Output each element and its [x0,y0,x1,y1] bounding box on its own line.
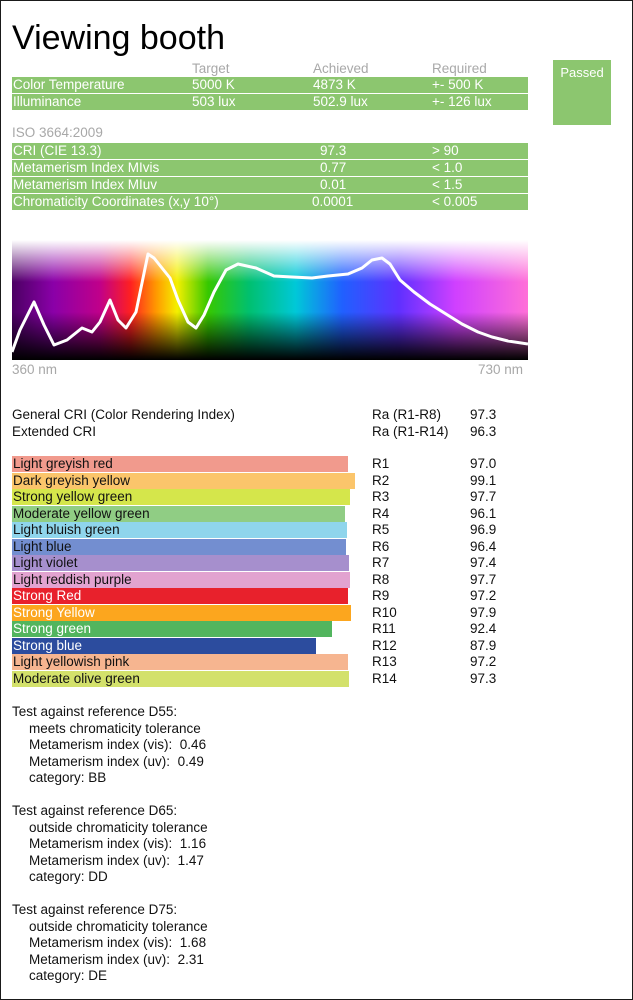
test-block-d75 [12,902,208,985]
row-label: Chromaticity Coordinates (x,y 10°) [13,194,219,209]
row-target: 5000 K [192,77,235,92]
test-tolerance: outside chromaticity tolerance [29,918,208,934]
cri-sample-bar [12,473,355,489]
cri-sample-name: Light greyish red [13,456,113,471]
test-vis-value: 1.68 [179,935,207,950]
cri-sample-value: 97.7 [470,489,497,504]
cri-sample-code: R8 [372,572,390,587]
general-cri-label: General CRI (Color Rendering Index) [12,407,235,422]
extended-cri-code: Ra (R1-R14) [372,424,449,439]
cri-sample-value: 96.4 [470,539,497,554]
row-required: > 90 [432,143,459,158]
cri-sample-value: 97.3 [470,671,497,686]
spectrum-max-label: 730 nm [478,362,524,377]
cri-sample-value: 99.1 [470,473,497,488]
row-required: +- 126 lux [432,94,492,109]
column-header-target: Target [192,61,230,76]
general-cri-code: Ra (R1-R8) [372,407,442,422]
test-tolerance: meets chromaticity tolerance [29,720,201,736]
test-title: Test against reference D65: [12,803,178,818]
cri-sample-name: Strong Red [13,588,82,603]
general-cri-value: 97.3 [470,407,497,422]
cri-sample-name: Light bluish green [13,522,120,537]
cri-sample-name: Moderate olive green [13,671,140,686]
test-uv-label: Metamerism index (uv): [29,852,171,868]
cri-sample-name: Light yellowish pink [13,654,130,669]
cri-sample-code: R6 [372,539,390,554]
cri-sample-bar [12,522,347,538]
test-title: Test against reference D55: [12,704,178,719]
cri-sample-code: R5 [372,522,390,537]
cri-sample-name: Strong Yellow [13,605,95,620]
cri-sample-code: R13 [372,654,397,669]
cri-sample-value: 96.1 [470,506,497,521]
cri-sample-bar [12,572,350,588]
test-block-d65 [12,803,208,886]
cri-sample-value: 97.0 [470,456,497,471]
row-label: Illuminance [13,94,82,109]
result-row-illuminance [12,94,528,110]
iso-row-miuv [12,177,528,193]
cri-sample-code: R11 [372,621,396,636]
row-target: 503 lux [192,94,236,109]
cri-sample-code: R9 [372,588,390,603]
test-vis-label: Metamerism index (vis): [29,836,173,851]
cri-sample-value: 97.9 [470,605,497,620]
cri-sample-bar [12,588,348,604]
column-header-achieved: Achieved [313,61,369,76]
test-category: category: BB [29,770,107,785]
column-header-required: Required [432,61,487,76]
row-achieved: 0.77 [320,160,347,175]
row-label: CRI (CIE 13.3) [13,143,102,158]
cri-sample-bar [12,456,348,472]
cri-sample-code: R14 [372,671,397,686]
iso-row-mivis [12,160,528,176]
row-label: Metamerism Index MIvis [13,160,160,175]
test-tolerance: outside chromaticity tolerance [29,819,208,835]
status-badge: Passed [553,60,611,125]
row-achieved: 502.9 lux [313,94,368,109]
test-title: Test against reference D75: [12,902,178,917]
test-vis-value: 0.46 [179,737,207,752]
cri-sample-name: Strong yellow green [13,489,133,504]
test-uv-label: Metamerism index (uv): [29,951,171,967]
cri-sample-bar [12,555,349,571]
iso-heading: ISO 3664:2009 [12,125,103,140]
extended-cri-value: 96.3 [470,424,497,439]
cri-sample-bar [12,539,346,555]
cri-sample-bar [12,621,332,637]
cri-sample-code: R7 [372,555,390,570]
iso-row-cri [12,143,528,159]
iso-row-chromaticity [12,194,528,210]
row-label: Metamerism Index MIuv [13,177,158,192]
cri-sample-name: Light blue [13,539,72,554]
test-vis-label: Metamerism index (vis): [29,737,173,752]
test-uv-label: Metamerism index (uv): [29,753,171,769]
cri-sample-name: Strong blue [13,638,83,653]
row-required: < 0.005 [432,194,478,209]
cri-sample-code: R10 [372,605,397,620]
cri-sample-value: 97.2 [470,588,497,603]
cri-sample-value: 92.4 [470,621,497,636]
cri-sample-code: R1 [372,456,390,471]
cri-sample-bar [12,654,348,670]
cri-sample-code: R3 [372,489,390,504]
cri-sample-code: R2 [372,473,390,488]
row-required: +- 500 K [432,77,484,92]
cri-sample-bar [12,671,349,687]
row-achieved: 0.01 [320,177,347,192]
cri-sample-bar [12,506,345,522]
test-category: category: DE [29,968,108,983]
cri-sample-bar [12,489,350,505]
cri-sample-name: Dark greyish yellow [13,473,131,488]
cri-sample-value: 96.9 [470,522,497,537]
test-vis-value: 1.16 [179,836,207,851]
row-required: < 1.0 [432,160,463,175]
cri-sample-name: Moderate yellow green [13,506,150,521]
test-vis-label: Metamerism index (vis): [29,935,173,950]
cri-sample-code: R4 [372,506,390,521]
row-achieved: 0.0001 [312,194,354,209]
cri-sample-value: 97.2 [470,654,497,669]
cri-sample-name: Light reddish purple [13,572,132,587]
spectrum-min-label: 360 nm [12,362,58,377]
cri-sample-value: 97.7 [470,572,497,587]
spectrum-shading [12,240,528,360]
page-title: Viewing booth [12,19,225,57]
cri-sample-value: 97.4 [470,555,497,570]
spectrum-chart [12,240,528,360]
cri-sample-name: Light violet [13,555,78,570]
extended-cri-label: Extended CRI [12,424,97,439]
cri-sample-bar [12,638,316,654]
row-required: < 1.5 [432,177,463,192]
test-uv-value: 1.47 [177,852,204,868]
row-achieved: 97.3 [320,143,347,158]
row-achieved: 4873 K [313,77,356,92]
test-uv-value: 0.49 [177,753,204,769]
result-row-color-temperature [12,77,528,93]
cri-sample-name: Strong green [13,621,92,636]
cri-sample-bar [12,605,351,621]
row-label: Color Temperature [13,77,125,92]
test-uv-value: 2.31 [177,951,204,967]
cri-sample-code: R12 [372,638,397,653]
cri-sample-value: 87.9 [470,638,497,653]
test-category: category: DD [29,869,108,884]
test-block-d55 [12,704,206,787]
